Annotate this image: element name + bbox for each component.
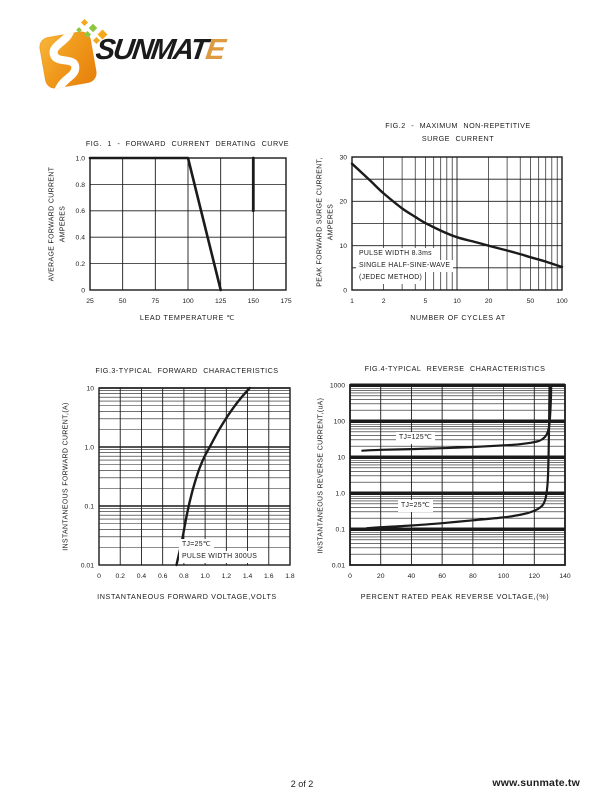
tick-label: 2 [381,298,386,305]
plot-border [350,385,565,565]
fig3-y-axis-label: INSTANTANEOUS FORWARD CURENT,(A) [62,402,70,551]
tick-label: 50 [118,298,127,305]
tick-label: 0.1 [84,503,94,511]
tick-label: 0.6 [75,208,85,216]
logo [36,18,246,96]
sparkle-diamond [81,19,88,26]
tj-125c-curve [362,385,551,451]
tick-label: 0.1 [335,526,345,534]
tick-label: 100 [182,298,194,305]
fig2-x-axis-label: NUMBER OF CYCLES AT [410,313,506,322]
tick-label: 0.6 [157,573,168,580]
fig1-x-axis-label: LEAD TEMPERATURE ℃ [139,313,236,322]
tick-label: 120 [528,573,540,580]
tick-label: 100 [497,573,510,580]
page-number: 2 of 2 [290,779,314,789]
fig2-annotation: PULSE WIDTH 8.3ms SINGLE HALF-SINE-WAVE (JEDEC METHOD) [356,248,453,284]
fig2-plot-area [330,143,575,313]
fig4-annotation-tj25: TJ=25℃ [398,500,433,512]
brand-wordmark [94,34,226,67]
tick-label: 150 [247,298,260,305]
tick-label: 100 [333,418,345,426]
tick-label: 5 [423,298,428,305]
logo-mark [38,30,98,90]
fig3-x-axis-label: INSTANTANEOUS FORWARD VOLTAGE,VOLTS [97,592,277,601]
tick-label: 0 [97,573,101,580]
tick-label: 10 [86,385,94,393]
tick-label: 20 [484,298,493,305]
tick-label: 140 [559,573,571,580]
tick-label: 0 [348,573,352,580]
tick-label: 50 [526,298,535,305]
fig4-y-axis-label: INSTANTANEOUS REVERSE CURRENT,(uA) [317,397,325,554]
tick-label: 10 [339,243,347,251]
fig3-title: FIG.3-TYPICAL FORWARD CHARACTERISTICS [95,366,279,375]
sparkle-diamond [89,24,97,32]
tick-label: 1.4 [242,573,253,580]
tick-label: 1.6 [264,573,274,580]
fig4-x-axis-label: PERCENT RATED PEAK REVERSE VOLTAGE,(%) [360,592,550,601]
brand-prefix: SUNMAT [93,34,209,66]
tick-label: 100 [556,298,568,305]
tick-label: 1.8 [285,573,295,580]
tick-label: 60 [438,573,446,580]
tick-label: 125 [214,298,227,305]
tick-label: 0.4 [75,234,85,242]
tick-label: 0.01 [331,562,345,570]
tick-label: 1 [350,298,354,305]
s-swoosh-icon [38,30,98,90]
tick-label: 1.0 [335,490,345,498]
tick-label: 0.8 [75,181,85,189]
fig3-annotation: TJ=25℃ PULSE WIDTH 300US [179,539,260,563]
tick-label: 1.0 [75,155,85,163]
tick-label: 1.2 [221,573,232,580]
fig4-annotation-tj125: TJ=125℃ [396,432,435,444]
tick-label: 0.4 [136,573,147,580]
tick-label: 80 [469,573,477,580]
website: www.sunmate.tw [492,777,580,789]
tick-label: 0.2 [75,261,85,268]
tick-label: 1000 [329,382,345,390]
tick-label: 40 [407,573,416,580]
tick-label: 10 [337,454,345,462]
fig2-title-line2: SURGE CURRENT [421,134,495,143]
tick-label: 0.8 [179,573,189,580]
fig2-title: FIG.2 - MAXIMUM NON-REPETITIVE [385,121,531,130]
tick-label: 0.01 [80,562,94,570]
tick-label: 0 [81,287,85,295]
tick-label: 25 [86,298,94,305]
fig4-plot-area [322,377,580,592]
tick-label: 1.0 [200,573,210,580]
tick-label: 20 [376,573,385,580]
fig4-title: FIG.4-TYPICAL REVERSE CHARACTERISTICS [364,364,546,373]
fig1-plot-area [55,148,305,313]
tick-label: 175 [280,298,292,305]
tick-label: 20 [339,198,347,206]
tick-label: 75 [151,298,160,305]
tick-label: 0.2 [115,573,125,580]
fig1-y-axis-label: AVERAGE FORWARD CURRENT AMPERES [48,166,67,282]
brand-suffix: E [203,34,226,66]
tick-label: 0 [343,287,347,295]
fig2-y-axis-label: PEAK FORWARD SURGE CURRENT, AMPERES [316,157,335,287]
fig1-title: FIG. 1 - FORWARD CURRENT DERATING CURVE [85,139,290,148]
tick-label: 1.0 [84,444,94,452]
tick-label: 30 [339,154,347,162]
tick-label: 10 [453,298,461,305]
